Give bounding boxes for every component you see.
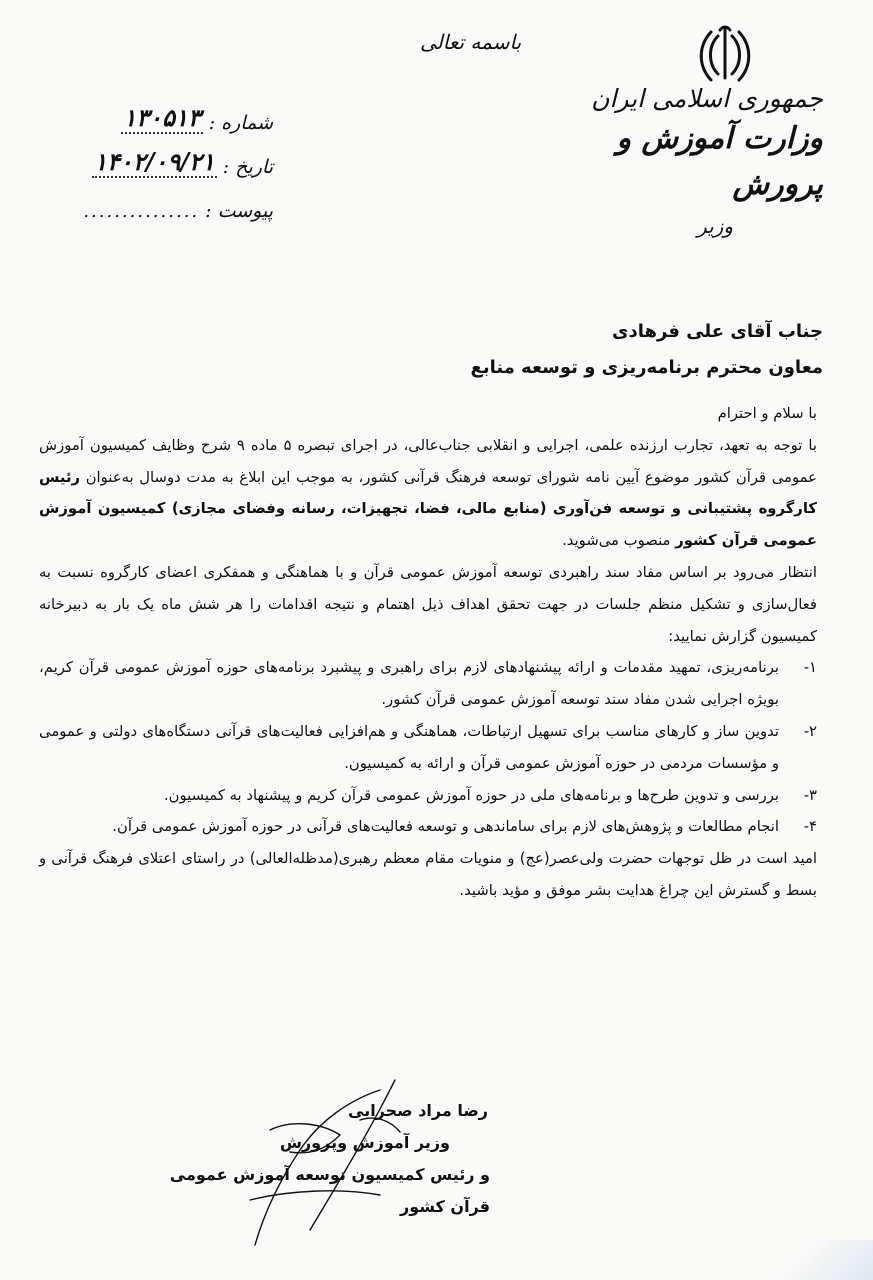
list-item xyxy=(39,652,817,716)
list-item-number: ۴- xyxy=(803,818,817,836)
list-item-number: ۳- xyxy=(803,786,817,804)
org-country: جمهوری اسلامی ایران xyxy=(591,84,823,113)
addressee-name: جناب آقای علی فرهادی xyxy=(612,321,823,342)
letter-meta xyxy=(83,90,273,222)
date-value: ۱۴۰۲/۰۹/۲۱ xyxy=(94,147,215,176)
emblem-icon xyxy=(698,22,752,86)
signatory-title: وزیر آموزش وپرورش xyxy=(279,1133,450,1152)
greeting: با سلام و احترام xyxy=(717,405,817,422)
addressee-block xyxy=(323,314,823,386)
signature-block xyxy=(140,1095,490,1223)
page-corner xyxy=(753,1240,873,1280)
list-item xyxy=(39,780,817,812)
list-item-number: ۲- xyxy=(803,722,817,740)
addressee-title: معاون محترم برنامه‌ریزی و توسعه منابع xyxy=(470,357,823,378)
list-item-text: برنامه‌ریزی، تمهید مقدمات و ارائه پیشنهادهای لازم برای راهبری و پیشبرد برنامه‌های حوزه آموزش عمومی قرآن کریم، بویژه اجرایی شدن مفاد سند توسعه آموزش عمومی قرآن کشور. xyxy=(39,659,779,709)
date-row xyxy=(94,134,273,178)
paragraph-expectations: انتظار می‌رود بر اساس مفاد سند راهبردی توسعه آموزش عمومی قرآن و با هماهنگی و همفکری اعضای کارگروه نسبت به فعال‌سازی و تشکیل منظم جلسات در جهت تحقق اهداف ذیل اهتمام و نتیجه اقدامات را هر شش ماه یک بار به دبیرخانه کمیسیون گزارش نمایید: xyxy=(39,563,817,645)
appointment-position: رئیس کارگروه پشتیبانی و توسعه فن‌آوری (منابع مالی، فضا، تجهیزات، رسانه وفضای مجازی) کمیسیون آموزش عمومی قرآن کشور xyxy=(39,468,817,550)
paragraph-appointment-end: منصوب می‌شوید. xyxy=(562,532,671,550)
number-value: ۱۳۰۵۱۳ xyxy=(123,103,201,132)
paragraph-closing: امید است در ظل توجهات حضرت ولی‌عصر(عج) و منویات مقام معظم رهبری(مدظله‌العالی) در راستای اعتلای فرهنگ قرآنی و بسط و گسترش این چراغ هدایت بشر موفق و مؤید باشید. xyxy=(39,850,817,899)
org-minister: وزیر xyxy=(697,214,733,238)
org-ministry: وزارت آموزش و پرورش xyxy=(616,121,823,202)
number-row xyxy=(98,90,273,134)
letter-body xyxy=(39,398,817,907)
attachment-label: پیوست : xyxy=(205,200,273,222)
org-header xyxy=(563,82,823,244)
paragraph-appointment-intro: با توجه به تعهد، تجارب ارزنده علمی، اجرایی و انقلابی جناب‌عالی، در اجرای تبصره ۵ ماده ۹ شرح وظایف کمیسیون آموزش عمومی قرآن کشور موضوع آیین نامه شورای توسعه فرهنگ قرآنی کشور، به موجب این ابلاغ به مدت دوسال به‌عنوان xyxy=(39,436,817,486)
list-item-number: ۱- xyxy=(803,659,817,677)
list-item xyxy=(39,716,817,780)
number-label: شماره : xyxy=(208,112,273,134)
bismillah-text: باسمه تعالی xyxy=(420,30,522,54)
attachment-value: ............... xyxy=(83,201,200,222)
list-item-text: انجام مطالعات و پژوهش‌های لازم برای ساماندهی و توسعه فعالیت‌های قرآنی در حوزه آموزش عمومی قرآن. xyxy=(112,818,779,836)
list-item xyxy=(39,811,817,843)
signatory-name: رضا مراد صحرایی xyxy=(348,1101,488,1120)
paragraph-appointment xyxy=(39,430,817,557)
attachment-row xyxy=(83,178,273,222)
list-item-text: تدوین ساز و کارهای مناسب برای تسهیل ارتباطات، هماهنگی و هم‌افزایی فعالیت‌های قرآنی دستگاه‌های دولتی و عمومی و مؤسسات مردمی در حوزه آموزش عمومی قرآن و ارائه به کمیسیون. xyxy=(39,722,779,772)
signatory-title-2: و رئیس کمیسیون توسعه آموزش عمومی قرآن کشور xyxy=(169,1165,490,1216)
date-label: تاریخ : xyxy=(222,156,273,178)
list-item-text: بررسی و تدوین طرح‌ها و برنامه‌های ملی در حوزه آموزش عمومی قرآن کریم و پیشنهاد به کمیسیون. xyxy=(163,786,779,804)
